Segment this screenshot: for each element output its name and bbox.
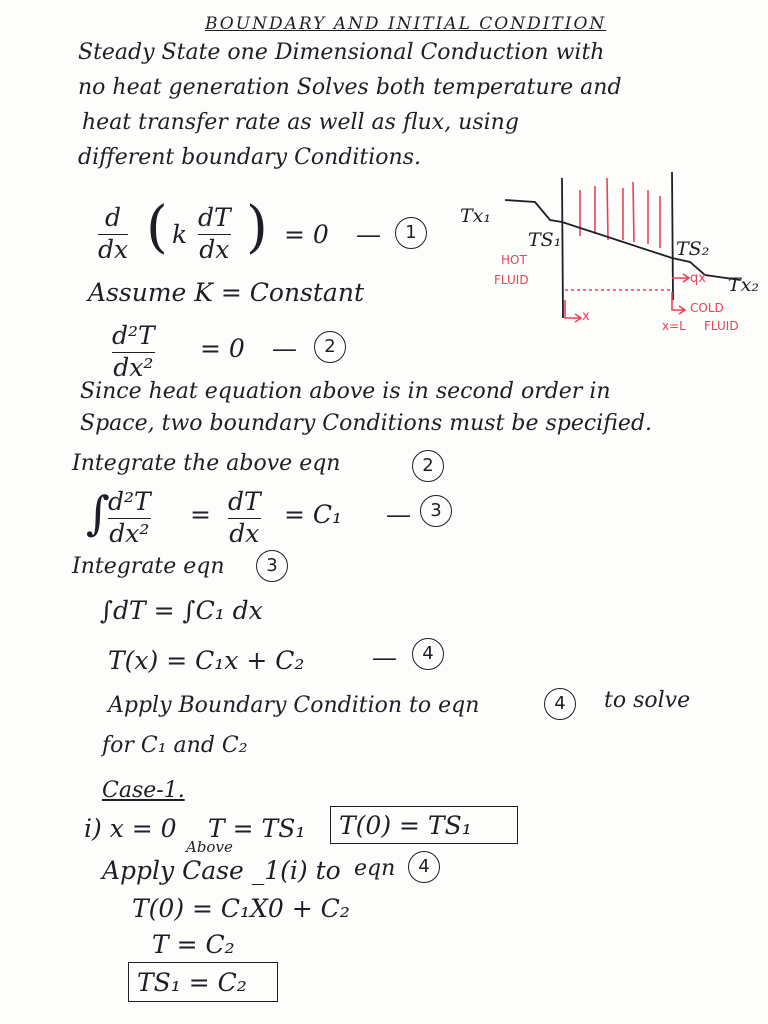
- label-x: x: [582, 309, 590, 324]
- xeqL-arrow: [672, 292, 685, 314]
- eq-integral-line: ∫dT = ∫C₁ dx: [100, 596, 263, 625]
- apply-line-1a: Apply Boundary Condition to eqn: [108, 693, 480, 718]
- apply-case-text: Apply Case _1(i) to: [102, 856, 341, 885]
- intro-line-4: different boundary Conditions.: [78, 145, 422, 170]
- case-i-label: i) x = 0: [84, 814, 177, 843]
- integrate-2-text: Integrate eqn: [72, 554, 225, 579]
- eq3-eq: =: [190, 500, 211, 529]
- label-ts1: TS₁: [528, 229, 562, 251]
- eq3-fraction-2: dT dx: [228, 487, 261, 548]
- label-tx2: Tx₂: [728, 274, 760, 296]
- eq1-tag: 1: [395, 217, 427, 249]
- assume-line: Assume K = Constant: [88, 278, 364, 307]
- label-hot-fluid: FLUID: [494, 273, 529, 287]
- x-arrow: [565, 300, 581, 322]
- case-i-t-eq: T = TS₁: [208, 814, 306, 843]
- integrate-2-tag: 3: [256, 550, 288, 582]
- eq1-dash: —: [356, 220, 381, 249]
- apply-line-1b: to solve: [604, 688, 691, 713]
- eq3-dash: —: [386, 500, 411, 529]
- intro-line-2: no heat generation Solves both temperature and: [78, 75, 622, 100]
- since-line-2: Space, two boundary Conditions must be specified.: [80, 411, 653, 436]
- eq1-k: k: [172, 220, 188, 249]
- eq1-d-dx: d dx: [98, 203, 129, 264]
- eq3-rhs: = C₁: [284, 500, 343, 529]
- eq1-open-paren: (: [146, 195, 168, 260]
- sub-line-2: T = C₂: [152, 930, 235, 959]
- eq3-tag: 3: [420, 495, 452, 527]
- label-qx: qx: [690, 271, 706, 286]
- label-hot: HOT: [501, 253, 527, 267]
- eq2-rhs: = 0: [200, 334, 245, 363]
- integrate-1-tag: 2: [412, 450, 444, 482]
- label-cold-fluid: FLUID: [704, 319, 739, 333]
- eq4-tag: 4: [412, 638, 444, 670]
- label-ts2: TS₂: [676, 238, 710, 260]
- integrate-1-text: Integrate the above eqn: [72, 451, 341, 476]
- eq2-dash: —: [272, 334, 297, 363]
- eq1-close-paren: ): [246, 195, 268, 260]
- case-i-boxed: T(0) = TS₁: [330, 806, 518, 844]
- above-note: Above: [186, 838, 233, 856]
- heat-lines: [565, 178, 672, 290]
- eq4-text: T(x) = C₁x + C₂: [108, 646, 305, 675]
- intro-line-3: heat transfer rate as well as flux, using: [82, 110, 519, 135]
- eq4-dash: —: [372, 643, 397, 672]
- eq2-fraction: d²T dx²: [112, 321, 155, 382]
- eq3-fraction-1: d²T dx²: [108, 487, 151, 548]
- since-line-1: Since heat equation above is in second order in: [80, 379, 611, 404]
- case-title: Case-1.: [102, 778, 185, 803]
- wall-left: [562, 178, 563, 318]
- qx-arrow: [672, 274, 689, 282]
- apply-line-2: for C₁ and C₂: [102, 733, 248, 758]
- apply-case-eqn: eqn: [354, 856, 396, 881]
- label-xeqL: x=L: [662, 319, 686, 333]
- sub-line-1: T(0) = C₁X0 + C₂: [132, 894, 350, 923]
- page-title: BOUNDARY AND INITIAL CONDITION: [205, 14, 607, 34]
- label-tx1: Tx₁: [460, 205, 492, 227]
- wall-right: [672, 172, 673, 300]
- eq1-rhs: = 0: [284, 220, 329, 249]
- sub-line-3-box: TS₁ = C₂: [128, 962, 278, 1002]
- eq2-tag: 2: [314, 331, 346, 363]
- intro-line-1: Steady State one Dimensional Conduction with: [78, 40, 605, 65]
- label-cold: COLD: [690, 301, 724, 315]
- apply-tag: 4: [544, 688, 576, 720]
- eq1-dT-dx: dT dx: [198, 203, 231, 264]
- eq3-integral: ∫: [86, 486, 110, 540]
- apply-case-tag: 4: [408, 851, 440, 883]
